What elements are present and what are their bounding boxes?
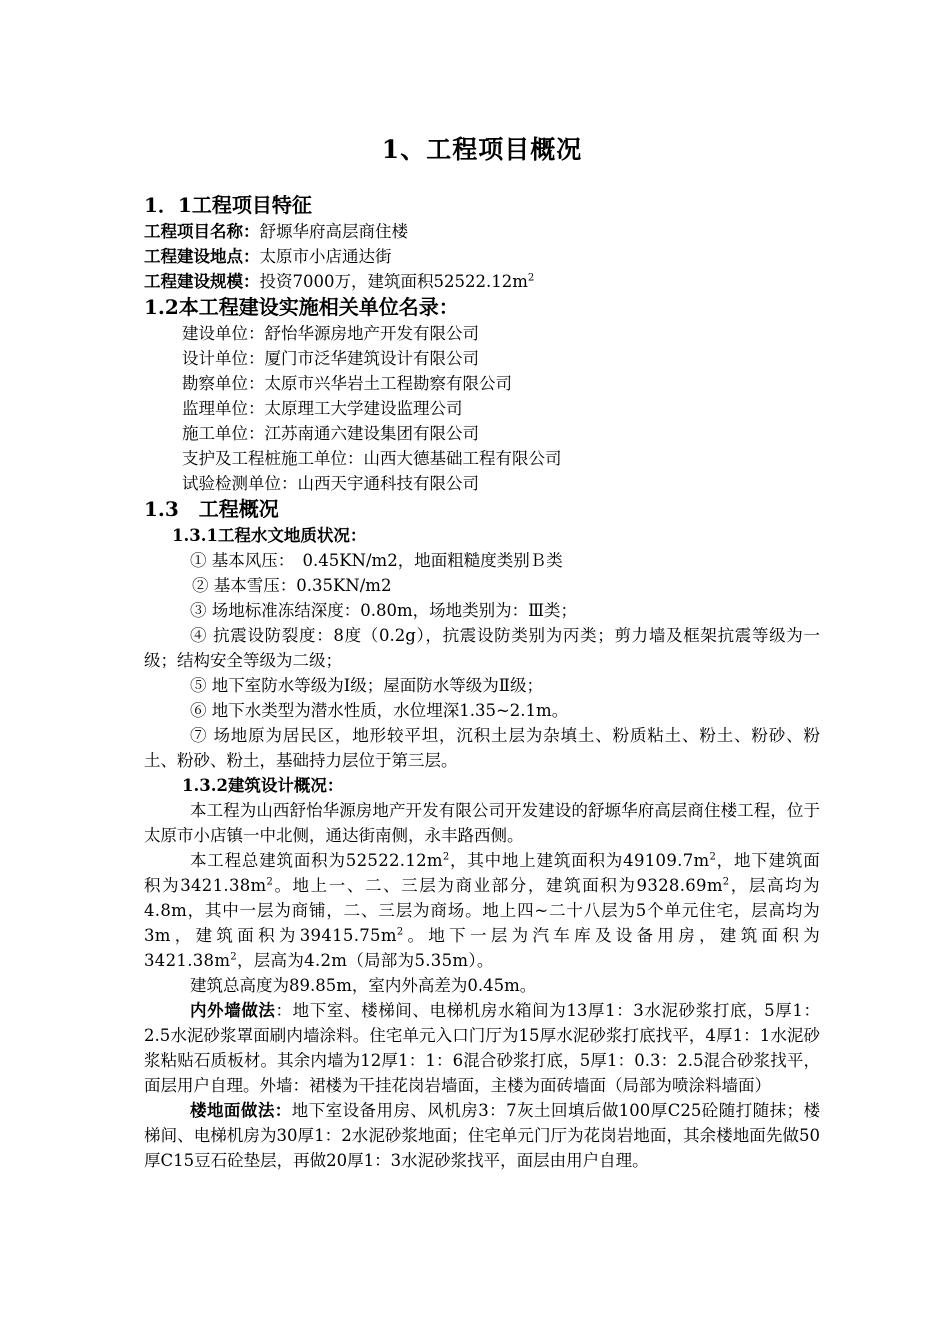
superscript: 2: [527, 272, 535, 284]
page-title: 1、工程项目概况: [381, 135, 583, 164]
text-run: ，其中地上建筑面积为49109.7m: [449, 851, 710, 870]
superscript: 2: [709, 851, 717, 863]
project-name-line: [144, 219, 820, 244]
project-scale-value: 投资7000万，建筑面积52522.12m: [259, 272, 528, 291]
text-run: 本工程总建筑面积为52522.12m: [190, 851, 443, 870]
superscript: 2: [442, 851, 450, 863]
project-location-line: [144, 244, 820, 269]
unit-list-item: 监理单位：太原理工大学建设监理公司: [182, 399, 463, 418]
section-1-1-heading: 1．1工程项目特征: [144, 193, 312, 217]
design-paragraph: 本工程为山西舒怡华源房地产开发有限公司开发建设的舒塬华府高层商住楼工程，位于太原市小店镇一中北侧，通达街南侧，永丰路西侧。: [144, 801, 820, 845]
project-scale-line: [144, 269, 820, 294]
unit-list-item: 设计单位：厦门市泛华建筑设计有限公司: [182, 349, 479, 368]
text-run: 。地上一、二、三层为商业部分，建筑面积为9328.69m: [273, 876, 723, 895]
project-scale-label: 工程建设规模：: [144, 272, 260, 291]
document-body: [144, 130, 820, 1173]
unit-list-item: 施工单位：江苏南通六建设集团有限公司: [182, 424, 479, 443]
superscript: 2: [266, 876, 274, 888]
condition-item: ⑤ 地下室防水等级为Ⅰ级；屋面防水等级为Ⅱ级；: [190, 676, 543, 695]
project-name-label: 工程项目名称：: [144, 222, 260, 241]
subsection-1-3-2-heading: 1.3.2建筑设计概况：: [182, 776, 344, 795]
project-location-label: 工程建设地点：: [144, 247, 260, 266]
unit-list-item: 支护及工程桩施工单位：山西大德基础工程有限公司: [182, 449, 562, 468]
subsection-1-3-1-heading: 1.3.1工程水文地质状况：: [172, 526, 367, 545]
wall-method-label: 内外墙做法: [190, 1001, 276, 1020]
unit-list-item: 试验检测单位：山西天宇通科技有限公司: [182, 474, 479, 493]
text-run: 。地下一层为汽车库及设备用房，建筑面积为3421.38m: [144, 926, 821, 970]
project-name-value: 舒塬华府高层商住楼: [259, 222, 408, 241]
text-run: ，层高为4.2m（局部为5.35m）。: [236, 951, 494, 970]
condition-item: ⑦ 场地原为居民区，地形较平坦，沉积土层为杂填土、粉质粘土、粉土、粉砂、粉土、粉砂、粉土，基础持力层位于第三层。: [144, 726, 820, 770]
floor-method-label: 楼地面做法：: [190, 1101, 292, 1120]
wall-method-text: ：地下室、楼梯间、电梯机房水箱间为13厚1：3水泥砂浆打底，5厚1：2.5水泥砂浆罩面刷内墙涂料。住宅单元入口门厅为15厚水泥砂浆打底找平，4厚1：1水泥砂浆粘贴石质板材。其余内墙为12厚1：1：6混合砂浆打底，5厚1：0.3：2.5混合砂浆找平，面层用户自理。外墙：裙楼为干挂花岗岩墙面，主楼为面砖墙面（局部为喷涂料墙面）: [144, 1001, 820, 1095]
section-1-3-heading: 1.3 工程概况: [144, 497, 279, 521]
superscript: 2: [722, 876, 730, 888]
design-area-paragraph: [144, 848, 820, 973]
unit-list-item: 勘察单位：太原市兴华岩土工程勘察有限公司: [182, 374, 512, 393]
floor-method-paragraph: [144, 1098, 820, 1173]
height-paragraph: 建筑总高度为89.85m，室内外高差为0.45m。: [190, 976, 537, 995]
floor-method-text: 地下室设备用房、风机房3：7灰土回填后做100厚C25砼随打随抹；楼梯间、电梯机房为30厚1：2水泥砂浆地面；住宅单元门厅为花岗岩地面，其余楼地面先做50厚C15豆石砼垫层，再做20厚1：3水泥砂浆找平，面层由用户自理。: [144, 1101, 821, 1170]
condition-item: ② 基本雪压：0.35KN/m2: [192, 576, 392, 595]
text-run: ，地下建筑面积为3421.38m: [144, 851, 820, 895]
superscript: 2: [230, 951, 237, 963]
text-run: ，层高均为4.8m，其中一层为商铺，二、三层为商场。地上四~二十八层为5个单元住宅，层高均为3m，建筑面积为39415.75m: [144, 876, 820, 945]
project-location-value: 太原市小店通达街: [259, 247, 392, 266]
section-1-2-heading: 1.2本工程建设实施相关单位名录：: [144, 295, 459, 319]
wall-method-paragraph: [144, 998, 820, 1098]
condition-item: ⑥ 地下水类型为潜水性质，水位埋深1.35~2.1m。: [190, 701, 569, 720]
superscript: 2: [396, 926, 404, 938]
condition-item: ③ 场地标准冻结深度：0.80m，场地类别为：Ⅲ类；: [190, 601, 578, 620]
condition-item: ④ 抗震设防裂度：8度（0.2g），抗震设防类别为丙类；剪力墙及框架抗震等级为一级；结构安全等级为二级；: [144, 626, 820, 670]
unit-list-item: 建设单位：舒怡华源房地产开发有限公司: [182, 324, 479, 343]
condition-item: ① 基本风压： 0.45KN/m2，地面粗糙度类别Ｂ类: [190, 551, 563, 570]
